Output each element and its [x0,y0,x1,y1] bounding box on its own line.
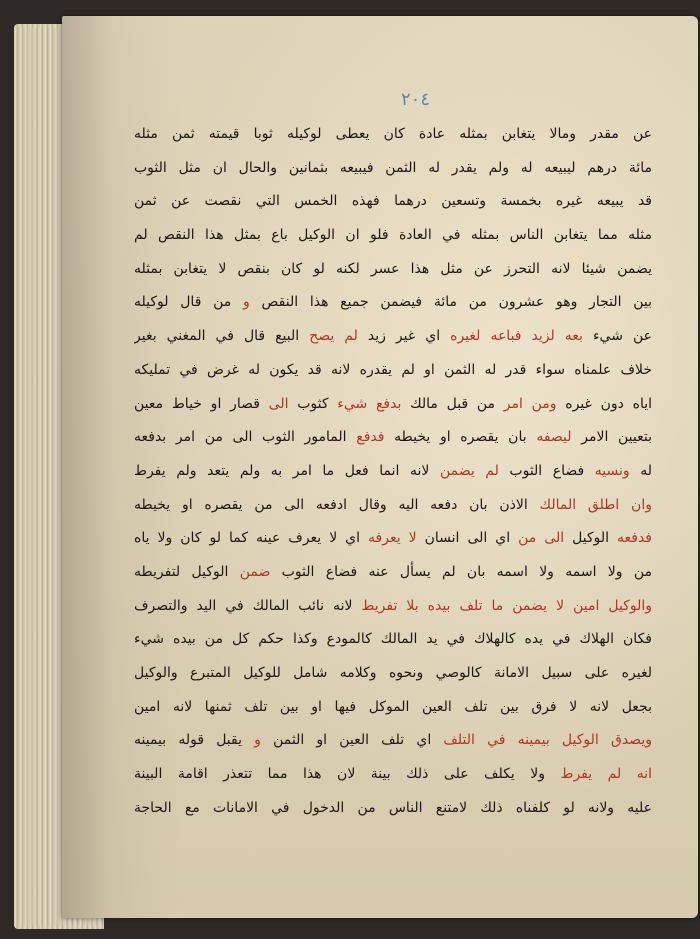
text-segment: عن شيء [582,328,652,345]
text-line [134,185,652,219]
text-line [134,489,652,523]
text-line [134,421,652,455]
text-segment: الوكيل لتفريطه [134,563,240,580]
rubricated-text: ومن امر [503,395,557,412]
text-line [134,152,652,186]
text-segment: لغيره على سبيل الامانة كالوصي ونحوه وكلامه شامل للوكيل المتبرع والوكيل [134,665,652,681]
text-segment: الوكيل [564,530,617,547]
text-line [134,724,652,758]
rubricated-text: لم يصح [309,328,358,345]
text-line [134,590,652,624]
text-segment: مائة درهم ليبيعه له ولم يقدر له الثمن فيبيعه بثمانين والحال ان مثل الثوب [134,159,652,176]
text-line [134,286,652,320]
text-segment: بجعل لانه لا فرق بين تلف العين الموكل فيها او بين تلف ثمنها لانه امين [134,698,652,715]
rubricated-text: الى من [518,530,565,547]
rubricated-text: والوكيل امين لا يضمن ما تلف بيده بلا تفريط [361,597,652,614]
text-line [134,354,652,388]
rubricated-text: فدفعه [617,530,652,547]
text-segment: البيع قال في المغني بغير [134,328,310,345]
text-line [134,691,652,725]
text-segment: ولا يكلف على ذلك بينة لان هذا مما تتعذر اقامة البينة [134,766,561,783]
text-segment: مثله مما يتغابن الناس بمثله في العادة فلو ان الوكيل باع بمثل هذا النقص لم [134,227,652,244]
folio-number: ٢٠٤ [401,89,431,110]
text-segment: بين التجار وهو عشرون من مائة فيضمن جميع هذا النقص [249,294,652,311]
text-segment: المامور الثوب الى من امر بدفعه [134,429,357,446]
rubricated-text: ليصفه [536,429,572,446]
rubricated-text: وان اطلق المالك [539,496,652,513]
rubricated-text: ويصدق الوكيل بيمينه في التلف [443,732,652,749]
rubricated-text: انه لم يفرط [560,766,652,783]
text-line [134,792,652,826]
text-segment: خلاف علمناه سواء قدر له الثمن او لم يقدره لانه قد يكون له غرض في تمليكه [134,361,652,378]
text-segment: اي تلف العين او الثمن [260,732,444,749]
text-segment: عن مقدر ومالا يتغابن بمثله عادة كان يعطى لوكيله ثوبا قيمته ثمن مثله [134,126,652,142]
text-segment: اي لا يعرف عينه كما لو كان ولا ياه [134,530,369,547]
text-segment: لانه انما فعل ما امر به ولم يتعد ولم يفرط [134,462,440,479]
rubricated-text: ضمن [239,563,271,580]
text-segment: قد يبيعه غيره بخمسة وتسعين درهما فهذه الخمس التي نقصت عن ثمن [134,193,652,210]
text-line [134,320,652,354]
text-line [134,253,652,287]
text-segment: له [629,462,652,479]
text-segment: فكان الهلاك في يده كالهلاك في يد المالك كالمودع وكذا حكم كل من بيده شيء [134,631,652,648]
text-line [134,657,652,691]
text-segment: اي الى انسان [416,530,519,547]
rubricated-text: بعه لزيد فباعه لغيره [450,328,583,345]
text-segment: من قبل مالك [401,395,504,412]
text-line [134,522,652,556]
rubricated-text: فدفع [356,429,385,446]
manuscript-text [134,118,652,825]
text-line [134,556,652,590]
text-segment: بتعيين الامر [571,429,652,446]
text-segment: يضمن شيئا لانه التحرز عن مثل هذا عسر لكنه لو كان بنقص لا يتغابن بمثله [134,260,652,277]
text-segment: قصار او خياط معين [134,395,269,412]
text-segment: لانه نائب المالك في اليد والتصرف [134,597,362,614]
text-line [134,623,652,657]
text-segment: عليه ولانه لو كلفناه ذلك لامتنع الناس من الدخول في الامانات مع الحاجة [134,799,652,816]
text-segment: من ولا اسمه ولا اسمه بان لم يسأل عنه فضاع الثوب [270,563,652,580]
rubricated-text: الى [268,395,289,412]
rubricated-text: بدفع شيء [337,395,402,412]
text-segment: من قال لوكيله [134,294,243,311]
text-segment: اياه دون غيره [556,395,652,412]
text-segment: فضاع الثوب [498,462,595,479]
text-line [134,219,652,253]
rubricated-text: و [243,294,250,311]
text-segment: بان يقصره او يخيطه [384,429,537,446]
text-segment: الاذن بان دفعه اليه وقال ادفعه الى من يقصره او يخيطه [134,496,540,513]
rubricated-text: لا يعرفه [368,530,417,547]
rubricated-text: لم يضمن [439,462,499,479]
text-line [134,118,652,152]
text-line [134,758,652,792]
text-segment: يقبل قوله بيمينه [134,732,255,749]
text-line [134,388,652,422]
text-line [134,455,652,489]
text-segment: اي غير زيد [357,328,451,345]
text-segment: كثوب [288,395,338,412]
rubricated-text: و [254,732,261,749]
rubricated-text: ونسيه [594,462,630,479]
